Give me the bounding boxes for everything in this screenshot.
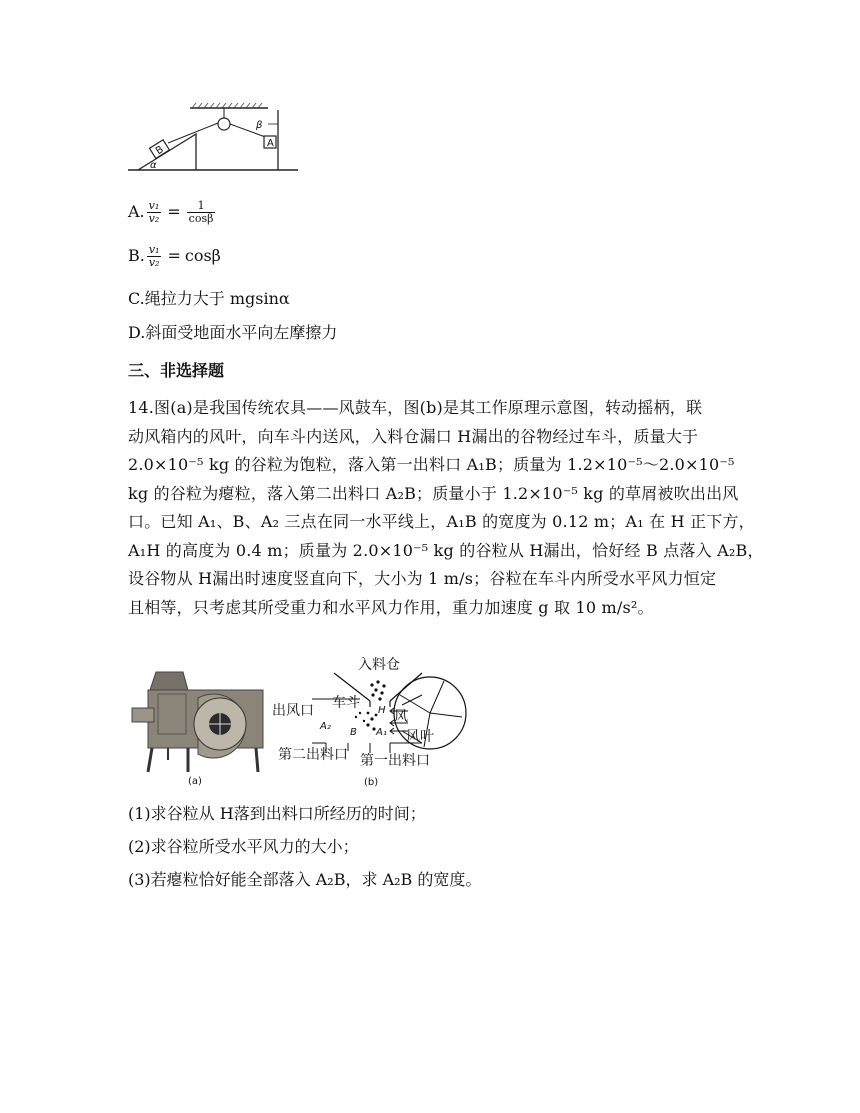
winnower-schematic-figure — [272, 655, 472, 790]
option-a-lhs-num: v₁ — [148, 199, 160, 212]
option-a-letter: A. — [128, 202, 145, 221]
caption-a: (a) — [188, 776, 202, 786]
hopper-label: 入料仓 — [358, 657, 400, 673]
option-d — [128, 322, 337, 344]
incline-pulley-figure — [128, 100, 298, 175]
problem-14-text — [128, 394, 764, 622]
problem-14-line: 14.图(a)是我国传统农具——风鼓车，图(b)是其工作原理示意图，转动摇柄，联 — [128, 398, 703, 417]
block-a-label: A — [267, 138, 274, 149]
option-a-lhs-den: v₂ — [148, 212, 160, 225]
option-c — [128, 288, 290, 310]
problem-14-line: 且相等，只考虑其所受重力和水平风力作用，重力加速度 g 取 10 m/s²。 — [128, 597, 654, 617]
problem-14-line: 设谷物从 H漏出时速度竖直向下，大小为 1 m/s；谷粒在车斗内所受水平风力恒定 — [128, 569, 717, 588]
problem-14-line: 2.0×10⁻⁵ kg 的谷粒为饱粒，落入第一出料口 A₁B；质量为 1.2×10⁻⁵～2.0×10⁻⁵ — [128, 455, 735, 474]
option-a-rhs-den: cosβ — [188, 212, 214, 225]
option-a-rhs-fraction — [187, 200, 216, 225]
option-b-lhs-num: v₁ — [148, 243, 160, 256]
problem-14-line: A₁H 的高度为 0.4 m；质量为 2.0×10⁻⁵ kg 的谷粒从 H漏出，恰好经 B 点落入 A₂B， — [128, 540, 764, 560]
alpha-label: α — [150, 160, 157, 171]
problem-14-line: 口。已知 A₁、B、A₂ 三点在同一水平线上，A₁B 的宽度为 0.12 m；A₁ 在 H 正下方， — [128, 512, 755, 531]
option-c-letter: C. — [128, 289, 145, 308]
option-c-text: 绳拉力大于 mgsinα — [144, 289, 290, 308]
option-d-letter: D. — [128, 323, 146, 342]
problem-14-line: kg 的谷粒为瘪粒，落入第二出料口 A₂B；质量小于 1.2×10⁻⁵ kg 的草屑被吹出出风 — [128, 483, 739, 503]
b-label: B — [350, 727, 357, 738]
option-b-lhs-den: v₂ — [148, 256, 160, 269]
option-a-rhs-num: 1 — [187, 200, 216, 213]
option-b-lhs-fraction — [147, 244, 162, 269]
beta-label: β — [256, 120, 263, 131]
problem-14-line: 动风箱内的风叶，向车斗内送风，入料仓漏口 H漏出的谷物经过车斗，质量大于 — [128, 426, 699, 446]
first-outlet-label: 第一出料口 — [360, 753, 430, 769]
option-b-letter: B. — [128, 246, 145, 265]
outlet-label: 出风口 — [272, 703, 314, 719]
block-b-label: B — [153, 144, 166, 158]
h-label: H — [378, 705, 386, 716]
bucket-label: 车斗 — [332, 695, 360, 711]
question-2: (2)求谷粒所受水平风力的大小； — [128, 837, 359, 856]
wind-label: 风 — [394, 709, 408, 725]
option-a: A. $\frac{\text{v₁}}{\text{v₂}}$ = $\frac{1}{\cos\beta}$ — [128, 199, 214, 225]
winnower-photo-figure — [128, 668, 273, 786]
blade-label: 风叶 — [406, 729, 434, 745]
caption-b: (b) — [364, 777, 379, 788]
a1-label: A₁ — [376, 727, 387, 738]
option-d-text: 斜面受地面水平向左摩擦力 — [145, 323, 338, 342]
option-a-lhs-fraction — [147, 200, 162, 225]
option-b: B. $\frac{\text{v₁}}{\text{v₂}}$ = cosβ — [128, 243, 221, 269]
section-heading: 三、非选择题 — [128, 361, 225, 380]
question-3: (3)若瘪粒恰好能全部落入 A₂B，求 A₂B 的宽度。 — [128, 870, 482, 889]
a2-label: A₂ — [320, 721, 331, 732]
second-outlet-label: 第二出料口 — [278, 747, 348, 763]
question-1: (1)求谷粒从 H落到出料口所经历的时间； — [128, 804, 426, 823]
option-b-rhs: cosβ — [184, 246, 221, 265]
